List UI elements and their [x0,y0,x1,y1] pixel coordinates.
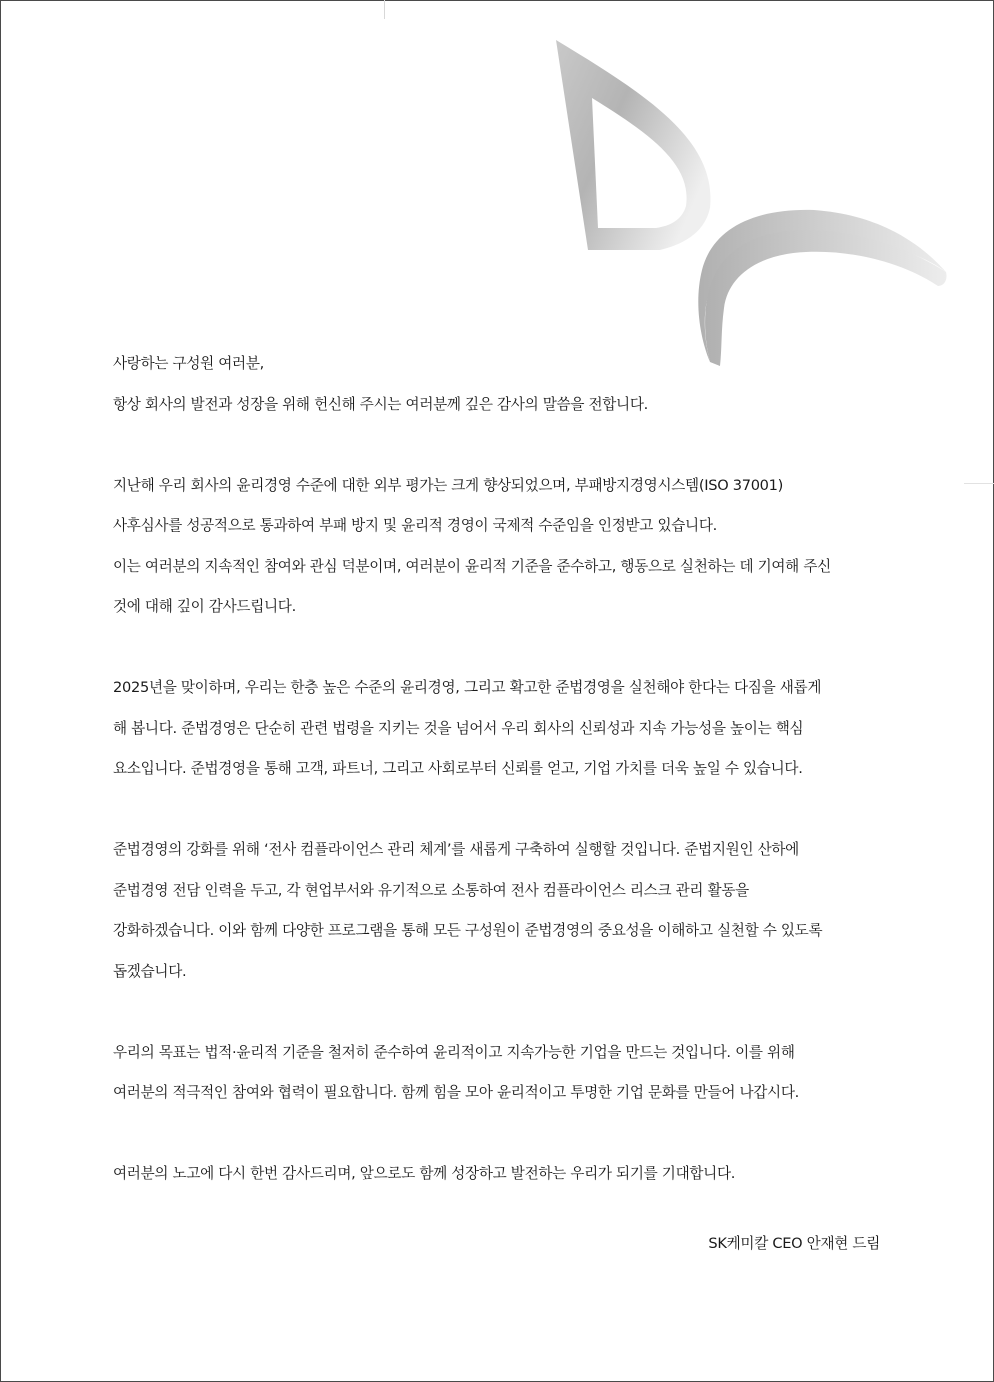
paragraph-gap [113,992,903,1033]
paragraph-gap [113,790,903,831]
paragraph-line: 해 봅니다. 준법경영은 단순히 관련 법령을 지키는 것을 넘어서 우리 회사의 신뢰성과 지속 가능성을 높이는 핵심 [113,719,804,737]
paragraph-evaluation [113,466,903,628]
paragraph-line: 준법경영의 강화를 위해 ‘전사 컴플라이언스 관리 체계’를 새롭게 구축하여 실행할 것입니다. 준법지원인 산하에 [113,841,799,858]
paragraph-line: 이는 여러분의 지속적인 참여와 관심 덕분이며, 여러분이 윤리적 기준을 준수하고, 행동으로 실천하는 데 기여해 주신 [113,557,831,575]
crop-mark-right [964,483,994,484]
paragraph-compliance-system [113,830,903,992]
letter-greeting: 사랑하는 구성원 여러분, [113,355,264,372]
sk-butterfly-logo-watermark-icon [552,40,952,370]
paragraph-line: 강화하겠습니다. 이와 함께 다양한 프로그램을 통해 모든 구성원이 준법경영의 중요성을 이해하고 실천할 수 있도록 [113,922,823,939]
paragraph-line: 사후심사를 성공적으로 통과하여 부패 방지 및 윤리적 경영이 국제적 수준임을 인정받고 있습니다. [113,517,717,534]
paragraph-compliance-2025 [113,668,903,790]
paragraph-line: 지난해 우리 회사의 윤리경영 수준에 대한 외부 평가는 크게 향상되었으며, 부패방지경영시스템(ISO 37001) [113,476,784,494]
paragraph-line: 여러분의 적극적인 참여와 협력이 필요합니다. 함께 힘을 모아 윤리적이고 투명한 기업 문화를 만들어 나갑시다. [113,1084,799,1101]
letter-body [113,344,903,1195]
paragraph-gap [113,628,903,669]
paragraph-gap [113,1114,903,1155]
letter-signature: SK케미칼 CEO 안재현 드림 [708,1235,880,1252]
letter-closing: 여러분의 노고에 다시 한번 감사드리며, 앞으로도 함께 성장하고 발전하는 우리가 되기를 기대합니다. [113,1165,736,1182]
paragraph-line: 요소입니다. 준법경영을 통해 고객, 파트너, 그리고 사회로부터 신뢰를 얻고, 기업 가치를 더욱 높일 수 있습니다. [113,760,803,777]
crop-mark-top [384,0,385,19]
paragraph-line: 준법경영 전담 인력을 두고, 각 현업부서와 유기적으로 소통하여 전사 컴플라이언스 리스크 관리 활동을 [113,881,749,899]
paragraph-line: 우리의 목표는 법적·윤리적 기준을 철저히 준수하여 윤리적이고 지속가능한 기업을 만드는 것입니다. 이를 위해 [113,1043,795,1061]
paragraph-line: 돕겠습니다. [113,962,187,980]
letter-intro: 항상 회사의 발전과 성장을 위해 헌신해 주시는 여러분께 깊은 감사의 말씀을 전합니다. [113,395,648,413]
paragraph-line: 것에 대해 깊이 감사드립니다. [113,598,296,615]
paragraph-line: 2025년을 맞이하며, 우리는 한층 높은 수준의 윤리경영, 그리고 확고한 준법경영을 실천해야 한다는 다짐을 새롭게 [113,679,822,696]
watermark-upper-wing [556,40,710,250]
paragraph-gap [113,425,903,466]
paragraph-goal [113,1033,903,1114]
